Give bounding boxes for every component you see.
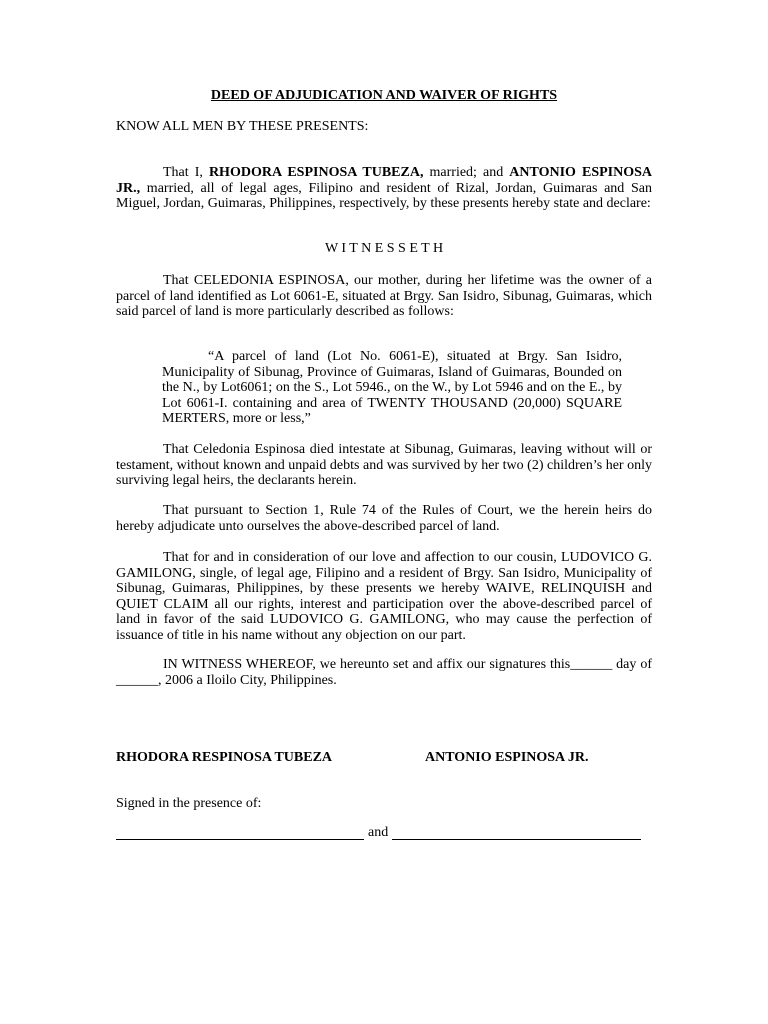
witness-signature-row [116, 825, 646, 841]
signatory-2-name: ANTONIO ESPINOSA JR. [425, 750, 589, 765]
intro-text-2: married; and [423, 165, 510, 180]
paragraph-rule-74: That pursuant to Section 1, Rule 74 of the Rules of Court, we the herein heirs do hereby adjudicate unto ourselves the above-described parcel of land. [116, 503, 652, 534]
paragraph-owner: That CELEDONIA ESPINOSA, our mother, during her lifetime was the owner of a parcel of land identified as Lot 6061-E, situated at Brgy. San Isidro, Sibunag, Guimaras, which said parcel of land is more particularly described as follows: [116, 273, 652, 319]
opening-line: KNOW ALL MEN BY THESE PRESENTS: [116, 119, 369, 134]
paragraph-waiver: That for and in consideration of our love and affection to our cousin, LUDOVICO G. GAMILONG, single, of legal age, Filipino and a resident of Brgy. San Isidro, Municipality of Sibunag, Guimaras, Philippines, by these presents we hereby WAIVE, RELINQUISH and QUIET CLAIM all our rights, interest and participation over the above-described parcel of land in favor of the said LUDOVICO G. GAMILONG, who may cause the perfection of issuance of title in his name without any objection on our part. [116, 550, 652, 643]
signed-in-presence-label: Signed in the presence of: [116, 796, 262, 811]
and-connector: and [368, 825, 389, 840]
intro-text-1: That I, [163, 165, 209, 180]
document-title: DEED OF ADJUDICATION AND WAIVER OF RIGHTS [210, 88, 558, 103]
signatory-1-name: RHODORA RESPINOSA TUBEZA [116, 750, 333, 765]
party-name-2: ANTONIO ESPINOSA JR., [116, 165, 653, 196]
land-description-quote: “A parcel of land (Lot No. 6061-E), situated at Brgy. San Isidro, Municipality of Sibunag, Province of Guimaras, Island of Guimaras, Bounded on the N., by Lot6061; on the S., Lot 5946., on the W., by Lot 5946 and on the E., by Lot 6061-I. containing and area of TWENTY THOUSAND (20,000) SQUARE MERTERS, more or less,” [162, 349, 622, 426]
witness-1-signature-line[interactable] [116, 839, 364, 840]
intro-text-3: married, all of legal ages, Filipino and resident of Rizal, Jordan, Guimaras and San Miguel, Jordan, Guimaras, Philippines, respectively, by these presents hereby state and declare: [116, 180, 652, 211]
witness-2-signature-line[interactable] [392, 839, 641, 840]
party-name-1: RHODORA ESPINOSA TUBEZA, [208, 165, 424, 180]
witnesseth-heading: W I T N E S S E T H [324, 241, 444, 256]
intro-paragraph [116, 165, 652, 212]
paragraph-in-witness: IN WITNESS WHEREOF, we hereunto set and affix our signatures this______ day of ______, 2006 a Iloilo City, Philippines. [116, 657, 652, 688]
paragraph-intestate: That Celedonia Espinosa died intestate at Sibunag, Guimaras, leaving without will or testament, without known and unpaid debts and was survived by her two (2) children’s her only surviving legal heirs, the declarants herein. [116, 442, 652, 488]
